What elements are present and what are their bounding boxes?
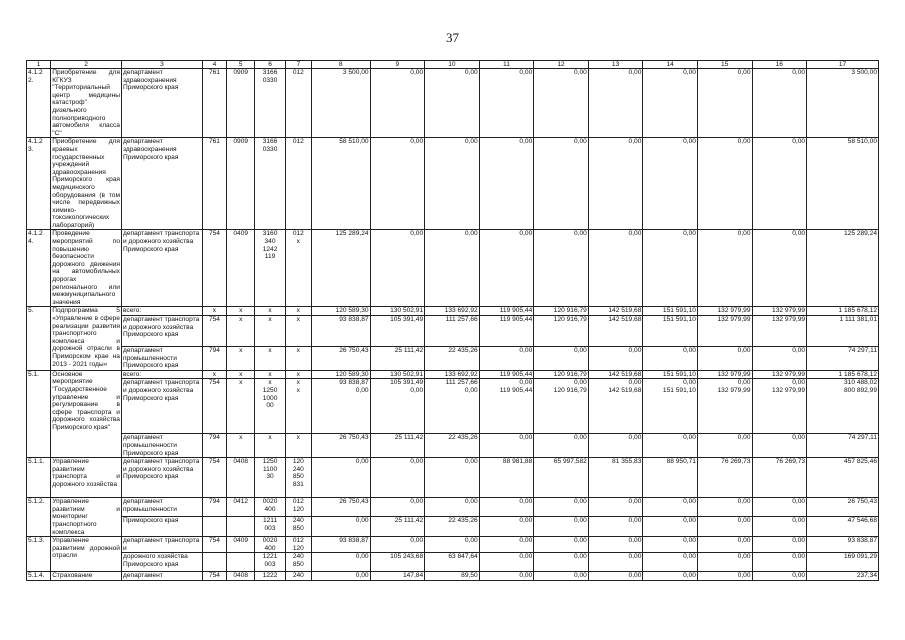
amount-cell: 26 750,43: [807, 498, 879, 517]
column-header: 2: [51, 61, 122, 69]
code-cell: х: [255, 316, 285, 347]
amount-cell: 132 979,99: [697, 307, 752, 316]
amount-cell: 74 297,11: [807, 434, 879, 458]
code-cell: 754: [202, 572, 226, 581]
code-cell: 1222: [255, 572, 285, 581]
column-header: 9: [370, 61, 425, 69]
code-cell: х х: [285, 379, 311, 434]
table-row: [27, 517, 879, 537]
amount-cell: 132 979,99: [752, 316, 807, 347]
code-cell: 240: [285, 572, 311, 581]
amount-cell: 0,00: [534, 347, 589, 371]
code-cell: х: [285, 434, 311, 458]
code-cell: 761: [202, 138, 226, 230]
code-cell: х 1250 1000 00: [255, 379, 285, 434]
amount-cell: 151 591,10: [643, 316, 698, 347]
amount-cell: 130 502,91: [370, 307, 425, 316]
executor-cell: всего:: [121, 370, 202, 379]
amount-cell: 0,00: [752, 517, 807, 537]
table-row: [27, 434, 879, 458]
amount-cell: 105 391,49 0,00: [370, 379, 425, 434]
code-cell: 0408: [227, 572, 255, 581]
code-cell: 0412: [227, 498, 255, 517]
amount-cell: 0,00: [588, 553, 643, 572]
code-cell: [227, 517, 255, 537]
row-number: 4.1.2 2.: [27, 69, 51, 138]
amount-cell: 0,00: [479, 572, 534, 581]
amount-cell: 0,00: [479, 553, 534, 572]
executor-cell: департамент промышленности: [121, 498, 202, 517]
amount-cell: 0,00: [752, 138, 807, 230]
amount-cell: 1 185 678,12: [807, 370, 879, 379]
code-cell: 0409: [227, 537, 255, 553]
amount-cell: 0,00: [588, 537, 643, 553]
amount-cell: 0,00: [643, 572, 698, 581]
column-header: 13: [588, 61, 643, 69]
amount-cell: 3 500,00: [807, 69, 879, 138]
amount-cell: 0,00: [752, 537, 807, 553]
amount-cell: 0,00: [588, 347, 643, 371]
amount-cell: 0,00: [370, 230, 425, 307]
executor-cell: департамент транспорта и: [121, 537, 202, 553]
table-row: [27, 572, 879, 581]
amount-cell: 76 269,73: [697, 458, 752, 498]
row-number: 5.1.3.: [27, 537, 51, 572]
amount-cell: 0,00: [425, 138, 480, 230]
amount-cell: 0,00: [425, 230, 480, 307]
table-row: [27, 307, 879, 316]
code-cell: 0020 400: [255, 537, 285, 553]
code-cell: 012 120: [285, 537, 311, 553]
column-header: 8: [311, 61, 370, 69]
amount-cell: 58 510,00: [311, 138, 370, 230]
code-cell: х: [255, 307, 285, 316]
amount-cell: 0,00: [697, 138, 752, 230]
amount-cell: 125 289,24: [311, 230, 370, 307]
row-name: Основное мероприятие "Государственное управление и регулирование в сфере транспорта и дорожного хозяйства Приморского края": [51, 370, 122, 457]
amount-cell: 1 185 678,12: [807, 307, 879, 316]
amount-cell: 26 750,43: [311, 434, 370, 458]
amount-cell: 0,00: [534, 434, 589, 458]
code-cell: 1250 1100 30: [255, 458, 285, 498]
executor-cell: департамент здравоохранения Приморского края: [121, 138, 202, 230]
amount-cell: 81 355,83: [588, 458, 643, 498]
code-cell: 012: [285, 69, 311, 138]
amount-cell: 25 111,42: [370, 347, 425, 371]
amount-cell: 0,00: [588, 498, 643, 517]
amount-cell: 0,00: [425, 537, 480, 553]
amount-cell: 0,00: [479, 434, 534, 458]
amount-cell: 147,84: [370, 572, 425, 581]
amount-cell: 120 916,79: [534, 307, 589, 316]
amount-cell: 457 825,46: [807, 458, 879, 498]
code-cell: х: [227, 370, 255, 379]
row-name: Страхование: [51, 572, 122, 581]
code-cell: 0408: [227, 458, 255, 498]
amount-cell: 0,00: [479, 498, 534, 517]
amount-cell: 120 589,30: [311, 307, 370, 316]
amount-cell: 0,00: [643, 69, 698, 138]
amount-cell: 133 692,92: [425, 307, 480, 316]
amount-cell: 0,00: [643, 498, 698, 517]
amount-cell: 237,34: [807, 572, 879, 581]
amount-cell: 0,00: [425, 498, 480, 517]
amount-cell: 26 750,43: [311, 347, 370, 371]
amount-cell: 0,00: [697, 537, 752, 553]
code-cell: 0909: [227, 138, 255, 230]
amount-cell: 119 905,44: [479, 307, 534, 316]
amount-cell: 0,00: [534, 537, 589, 553]
amount-cell: 88 950,71: [643, 458, 698, 498]
table-row: [27, 316, 879, 347]
amount-cell: 0,00: [534, 69, 589, 138]
column-header: 6: [255, 61, 285, 69]
amount-cell: 0,00 132 979,99: [697, 379, 752, 434]
code-cell: х: [227, 379, 255, 434]
column-header: 11: [479, 61, 534, 69]
amount-cell: 0,00: [643, 347, 698, 371]
amount-cell: 0,00: [697, 572, 752, 581]
amount-cell: 65 997,582: [534, 458, 589, 498]
amount-cell: 0,00: [643, 537, 698, 553]
amount-cell: 0,00: [697, 517, 752, 537]
code-cell: 1221 003: [255, 553, 285, 572]
amount-cell: 119 905,44: [479, 316, 534, 347]
code-cell: 3166 0330: [255, 138, 285, 230]
amount-cell: 0,00 151 591,10: [643, 379, 698, 434]
code-cell: 240 850: [285, 553, 311, 572]
amount-cell: 132 979,99: [697, 316, 752, 347]
amount-cell: 120 916,79: [534, 316, 589, 347]
amount-cell: 0,00: [752, 498, 807, 517]
table-header-row: [27, 61, 879, 69]
amount-cell: 132 979,99: [752, 370, 807, 379]
amount-cell: 0,00: [311, 458, 370, 498]
row-number: 5.1.2.: [27, 498, 51, 537]
amount-cell: 74 297,11: [807, 347, 879, 371]
code-cell: х: [202, 370, 226, 379]
table-row: [27, 498, 879, 517]
code-cell: 1211 003: [255, 517, 285, 537]
amount-cell: 0,00 142 519,68: [588, 379, 643, 434]
row-name: Приобретение для КГКУЗ "Территориальный центр медицины катастроф" дизельного полноприводного автомобиля класса "С": [52, 69, 120, 137]
amount-cell: 0,00: [534, 498, 589, 517]
executor-cell: департамент промышленности Приморского края: [121, 347, 202, 371]
code-cell: 754: [202, 230, 226, 307]
executor-cell: департамент транспорта и дорожного хозяйства Приморского края: [121, 316, 202, 347]
amount-cell: 142 519,68: [588, 307, 643, 316]
table-row: [27, 458, 879, 498]
amount-cell: 0,00: [425, 69, 480, 138]
amount-cell: 0,00 132 979,99: [752, 379, 807, 434]
amount-cell: 0,00: [752, 230, 807, 307]
row-name: Проведение мероприятий по повышению безопасности дорожного движения на автомобильных дорогах регионального или межмуниципального значения: [52, 230, 120, 306]
amount-cell: 0,00: [370, 498, 425, 517]
budget-table: [26, 60, 879, 581]
amount-cell: 0,00 120 916,79: [534, 379, 589, 434]
amount-cell: 0,00: [534, 230, 589, 307]
amount-cell: 0,00: [370, 138, 425, 230]
amount-cell: 169 091,29: [807, 553, 879, 572]
amount-cell: 0,00: [643, 230, 698, 307]
code-cell: х: [227, 316, 255, 347]
amount-cell: 111 257,66: [425, 316, 480, 347]
amount-cell: 0,00: [370, 69, 425, 138]
amount-cell: 0,00: [752, 434, 807, 458]
code-cell: х: [285, 316, 311, 347]
amount-cell: 119 905,44: [479, 370, 534, 379]
code-cell: 754: [202, 537, 226, 553]
amount-cell: 0,00: [752, 69, 807, 138]
amount-cell: 58 510,00: [807, 138, 879, 230]
row-number: 5.1.4.: [27, 572, 51, 581]
code-cell: 012 120: [285, 498, 311, 517]
amount-cell: 93 838,87: [311, 537, 370, 553]
executor-cell: департамент транспорта и дорожного хозяйства Приморского края: [121, 379, 202, 434]
executor-cell: Приморского края: [121, 517, 202, 537]
amount-cell: 0,00: [588, 230, 643, 307]
executor-cell: всего:: [121, 307, 202, 316]
amount-cell: 0,00: [479, 347, 534, 371]
amount-cell: 0,00: [752, 572, 807, 581]
amount-cell: 111 257,66 0,00: [425, 379, 480, 434]
table-row: [27, 230, 879, 307]
row-number: 4.1.2 3.: [27, 138, 51, 230]
code-cell: 754: [202, 316, 226, 347]
row-name: Подпрограмма 5 «Управление в сфере реализации развития транспортного комплекса и дорожной отрасли в Приморском крае на 2013 - 2021 годы»: [51, 307, 122, 370]
amount-cell: 1 111 381,01: [807, 316, 879, 347]
code-cell: 240 850: [285, 517, 311, 537]
amount-cell: 120 589,30: [311, 370, 370, 379]
code-cell: 794: [202, 347, 226, 371]
amount-cell: 0,00: [697, 434, 752, 458]
amount-cell: 0,00: [697, 230, 752, 307]
amount-cell: 0,00: [588, 572, 643, 581]
code-cell: х: [227, 347, 255, 371]
amount-cell: 0,00: [643, 434, 698, 458]
amount-cell: 125 289,24: [807, 230, 879, 307]
amount-cell: 0,00 119 905,44: [479, 379, 534, 434]
amount-cell: 0,00: [697, 498, 752, 517]
row-name: Управление развитием и мониторинг транспортного комплекса: [52, 498, 120, 536]
page-number: 37: [446, 30, 459, 45]
row-name: Управление развитием дорожной отрасли: [51, 537, 122, 572]
amount-cell: 0,00: [752, 347, 807, 371]
amount-cell: 0,00: [479, 537, 534, 553]
amount-cell: 310 488,02 800 892,99: [807, 379, 879, 434]
column-header: 17: [807, 61, 879, 69]
row-number: 5.1.1.: [27, 458, 51, 498]
amount-cell: 88 981,88: [479, 458, 534, 498]
amount-cell: 132 979,99: [752, 307, 807, 316]
code-cell: 120 240 850 831: [285, 458, 311, 498]
column-header: 15: [697, 61, 752, 69]
code-cell: 012 х: [285, 230, 311, 307]
amount-cell: 0,00: [479, 517, 534, 537]
column-header: 3: [121, 61, 202, 69]
amount-cell: 105 243,68: [370, 553, 425, 572]
column-header: 7: [285, 61, 311, 69]
column-header: 16: [752, 61, 807, 69]
column-header: 5: [227, 61, 255, 69]
amount-cell: 0,00: [370, 458, 425, 498]
code-cell: 761: [202, 69, 226, 138]
column-header: 1: [27, 61, 51, 69]
amount-cell: 25 111,42: [370, 434, 425, 458]
code-cell: х: [255, 370, 285, 379]
code-cell: 012: [285, 138, 311, 230]
amount-cell: 151 591,10: [643, 307, 698, 316]
amount-cell: 0,00: [311, 517, 370, 537]
amount-cell: 0,00: [311, 572, 370, 581]
amount-cell: 0,00: [697, 69, 752, 138]
amount-cell: 63 847,64: [425, 553, 480, 572]
executor-cell: департамент здравоохранения Приморского края: [121, 69, 202, 138]
amount-cell: 0,00: [534, 517, 589, 537]
code-cell: [202, 553, 226, 572]
code-cell: 754: [202, 458, 226, 498]
amount-cell: 151 591,10: [643, 370, 698, 379]
code-cell: х: [227, 307, 255, 316]
amount-cell: 105 391,49: [370, 316, 425, 347]
table-row: [27, 553, 879, 572]
amount-cell: 0,00: [479, 230, 534, 307]
table-row: [27, 138, 879, 230]
amount-cell: 0,00: [425, 458, 480, 498]
code-cell: х: [202, 307, 226, 316]
code-cell: х: [255, 434, 285, 458]
row-number: 5.: [27, 307, 51, 370]
executor-cell: департамент транспорта и дорожного хозяйства Приморского края: [121, 230, 202, 307]
code-cell: [202, 517, 226, 537]
amount-cell: 22 435,26: [425, 347, 480, 371]
amount-cell: 0,00: [370, 537, 425, 553]
amount-cell: 26 750,43: [311, 498, 370, 517]
amount-cell: 0,00: [643, 517, 698, 537]
code-cell: 794: [202, 434, 226, 458]
row-number: 5.1.: [27, 370, 51, 457]
row-name: Управление развитием транспорта и дорожного хозяйства: [51, 458, 122, 498]
amount-cell: 0,00: [479, 69, 534, 138]
amount-cell: 76 269,73: [752, 458, 807, 498]
code-cell: 3166 0330: [255, 69, 285, 138]
amount-cell: 93 838,87: [311, 316, 370, 347]
column-header: 10: [425, 61, 480, 69]
amount-cell: 22 435,26: [425, 434, 480, 458]
table-row: [27, 69, 879, 138]
executor-cell: департамент промышленности Приморского края: [121, 434, 202, 458]
table-row: [27, 370, 879, 379]
amount-cell: 132 979,99: [697, 370, 752, 379]
amount-cell: 47 546,68: [807, 517, 879, 537]
row-name: Приобретение для краевых государственных учреждений здравоохранения Приморского края медицинского оборудования (в том числе передвижных химико-токсикологических лабораторий): [52, 138, 120, 229]
amount-cell: 0,00: [643, 553, 698, 572]
amount-cell: 130 502,91: [370, 370, 425, 379]
amount-cell: 3 500,00: [311, 69, 370, 138]
amount-cell: 0,00: [479, 138, 534, 230]
amount-cell: 0,00: [697, 553, 752, 572]
row-number: 4.1.2 4.: [27, 230, 51, 307]
executor-cell: департамент транспорта и дорожного хозяйства Приморского края: [121, 458, 202, 498]
code-cell: х: [255, 347, 285, 371]
amount-cell: 0,00: [588, 138, 643, 230]
code-cell: х: [285, 307, 311, 316]
amount-cell: 0,00: [534, 553, 589, 572]
code-cell: х: [285, 347, 311, 371]
amount-cell: 25 111,42: [370, 517, 425, 537]
amount-cell: 133 692,92: [425, 370, 480, 379]
amount-cell: 0,00: [534, 138, 589, 230]
amount-cell: 0,00: [643, 138, 698, 230]
code-cell: х: [227, 434, 255, 458]
table-row: [27, 347, 879, 371]
code-cell: 754: [202, 379, 226, 434]
code-cell: х: [285, 370, 311, 379]
column-header: 4: [202, 61, 226, 69]
code-cell: 3160 340 1242 119: [255, 230, 285, 307]
amount-cell: 93 838,87 0,00: [311, 379, 370, 434]
column-header: 14: [643, 61, 698, 69]
column-header: 12: [534, 61, 589, 69]
amount-cell: 0,00: [311, 553, 370, 572]
amount-cell: 142 519,68: [588, 316, 643, 347]
amount-cell: 22 435,26: [425, 517, 480, 537]
code-cell: [227, 553, 255, 572]
executor-cell: департамент: [121, 572, 202, 581]
amount-cell: 0,00: [588, 517, 643, 537]
amount-cell: 0,00: [534, 572, 589, 581]
executor-cell: дорожного хозяйства Приморского края: [121, 553, 202, 572]
amount-cell: 0,00: [588, 69, 643, 138]
amount-cell: 0,00: [697, 347, 752, 371]
code-cell: 0909: [227, 69, 255, 138]
table-row: [27, 537, 879, 553]
amount-cell: 120 916,79: [534, 370, 589, 379]
amount-cell: 0,00: [588, 434, 643, 458]
code-cell: 794: [202, 498, 226, 517]
code-cell: 0409: [227, 230, 255, 307]
amount-cell: 89,50: [425, 572, 480, 581]
table-row: [27, 379, 879, 434]
amount-cell: 142 519,68: [588, 370, 643, 379]
amount-cell: 0,00: [752, 553, 807, 572]
amount-cell: 93 838,87: [807, 537, 879, 553]
code-cell: 0020 400: [255, 498, 285, 517]
